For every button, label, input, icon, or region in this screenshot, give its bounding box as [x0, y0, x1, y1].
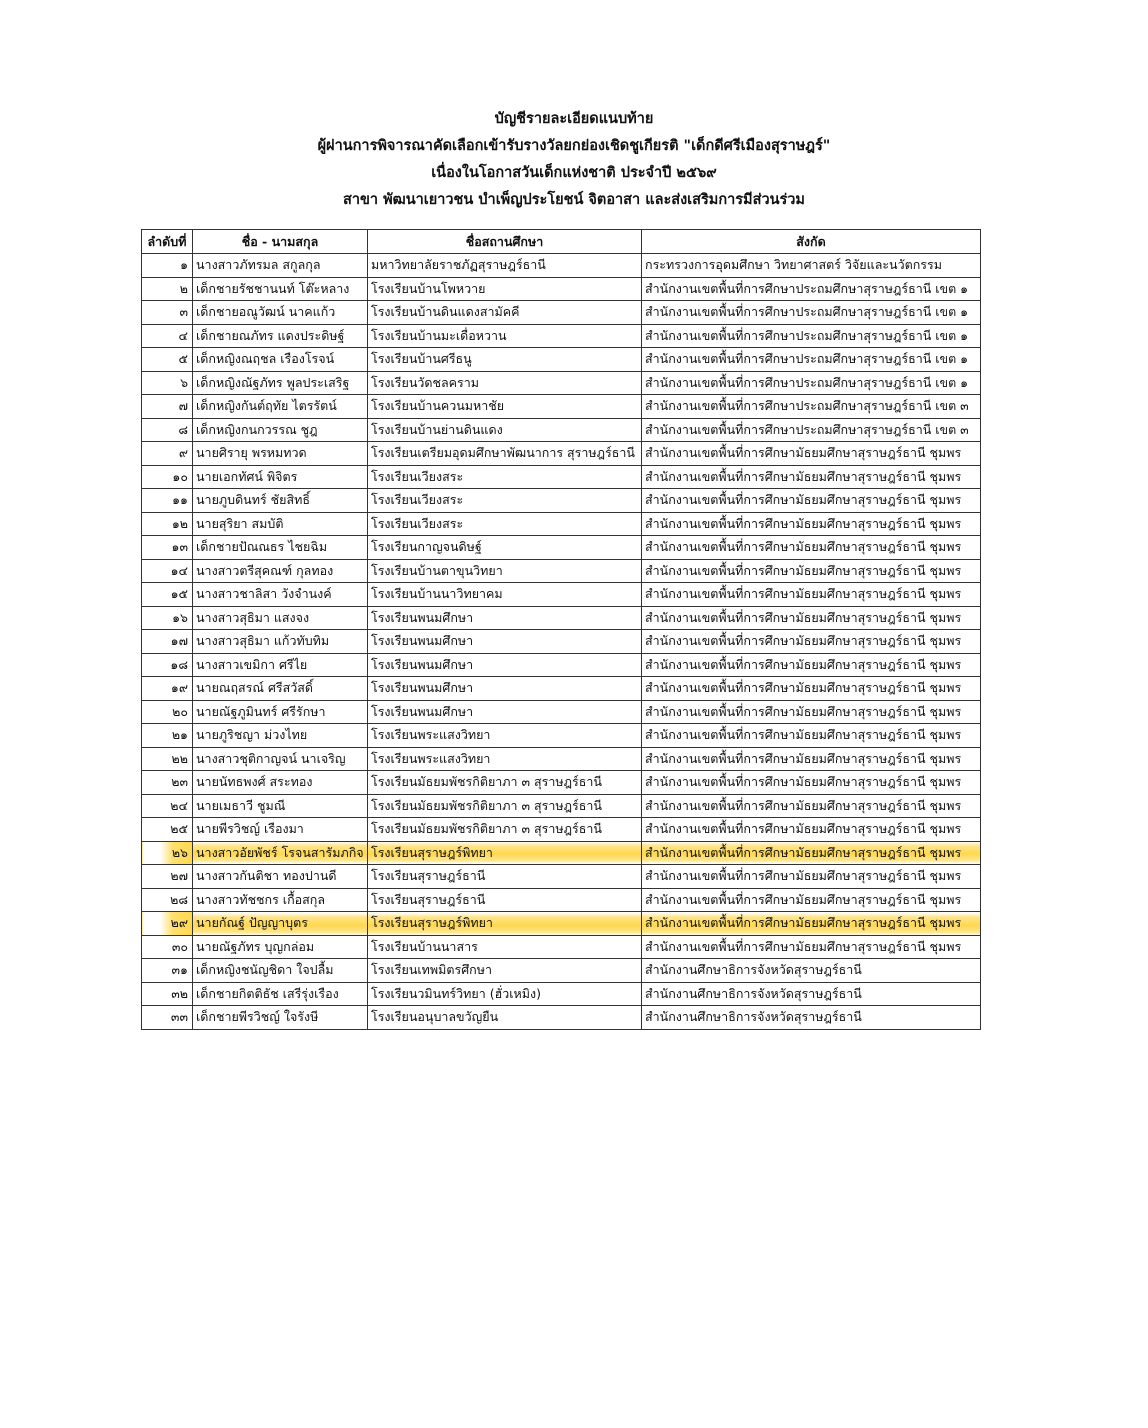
row-school-cell: โรงเรียนบ้านควนมหาชัย [368, 395, 642, 419]
row-school-cell: โรงเรียนเทพมิตรศึกษา [368, 959, 642, 983]
row-number-cell: ๓๐ [142, 935, 193, 959]
row-name-cell: นางสาวสุธิมา แก้วทับทิม [193, 630, 368, 654]
row-affiliation-cell: สำนักงานเขตพื้นที่การศึกษาประถมศึกษาสุราษฎร์ธานี เขต ๓ [642, 418, 981, 442]
row-school-cell: โรงเรียนสุราษฎร์พิทยา [368, 912, 642, 936]
table-row [142, 277, 981, 301]
row-name-cell: เด็กชายพีรวิชญ์ ใจรังษี [193, 1006, 368, 1030]
row-number-cell: ๑๑ [142, 489, 193, 513]
table-row [142, 771, 981, 795]
row-number-cell: ๒๔ [142, 794, 193, 818]
table-row [142, 935, 981, 959]
row-number-cell: ๑๗ [142, 630, 193, 654]
row-affiliation-cell: สำนักงานเขตพื้นที่การศึกษามัธยมศึกษาสุราษฎร์ธานี ชุมพร [642, 653, 981, 677]
table-row [142, 794, 981, 818]
table-row [142, 395, 981, 419]
table-row [142, 1006, 981, 1030]
table-row [142, 865, 981, 889]
row-name-cell: นายณฤสรณ์ ศรีสวัสดิ์ [193, 677, 368, 701]
row-name-cell: นายภูบดินทร์ ชัยสิทธิ์ [193, 489, 368, 513]
row-school-cell: โรงเรียนบ้านตาขุนวิทยา [368, 559, 642, 583]
row-number-cell: ๕ [142, 348, 193, 372]
row-number-cell: ๑ [142, 254, 193, 278]
row-number-cell: ๓ [142, 301, 193, 325]
table-row [142, 442, 981, 466]
row-affiliation-cell: สำนักงานเขตพื้นที่การศึกษามัธยมศึกษาสุราษฎร์ธานี ชุมพร [642, 747, 981, 771]
row-school-cell: โรงเรียนเวียงสระ [368, 465, 642, 489]
row-school-cell: โรงเรียนสุราษฎร์ธานี [368, 865, 642, 889]
row-name-cell: เด็กหญิงณัฐภัทร พูลประเสริฐ [193, 371, 368, 395]
row-affiliation-cell: สำนักงานเขตพื้นที่การศึกษาประถมศึกษาสุราษฎร์ธานี เขต ๑ [642, 348, 981, 372]
table-row [142, 371, 981, 395]
row-affiliation-cell: สำนักงานเขตพื้นที่การศึกษาประถมศึกษาสุราษฎร์ธานี เขต ๑ [642, 324, 981, 348]
row-number-cell: ๗ [142, 395, 193, 419]
row-affiliation-cell: สำนักงานเขตพื้นที่การศึกษามัธยมศึกษาสุราษฎร์ธานี ชุมพร [642, 536, 981, 560]
row-number-cell: ๖ [142, 371, 193, 395]
table-row [142, 512, 981, 536]
row-affiliation-cell: สำนักงานเขตพื้นที่การศึกษาประถมศึกษาสุราษฎร์ธานี เขต ๑ [642, 301, 981, 325]
document-title: บัญชีรายละเอียดแนบท้าย [494, 111, 654, 127]
row-name-cell: เด็กชายปัณณธร ไชยฉิม [193, 536, 368, 560]
row-number-cell: ๘ [142, 418, 193, 442]
row-affiliation-cell: สำนักงานเขตพื้นที่การศึกษามัธยมศึกษาสุราษฎร์ธานี ชุมพร [642, 888, 981, 912]
table-row [142, 465, 981, 489]
row-affiliation-cell: สำนักงานเขตพื้นที่การศึกษามัธยมศึกษาสุราษฎร์ธานี ชุมพร [642, 794, 981, 818]
document-subtitle: ผู้ผ่านการพิจารณาคัดเลือกเข้ารับรางวัลยกย่องเชิดชูเกียรติ "เด็กดีศรีเมืองสุราษฎร์" [317, 138, 831, 154]
table-row [142, 747, 981, 771]
row-school-cell: โรงเรียนบ้านนาวิทยาคม [368, 583, 642, 607]
row-affiliation-cell: สำนักงานเขตพื้นที่การศึกษามัธยมศึกษาสุราษฎร์ธานี ชุมพร [642, 841, 981, 865]
row-school-cell: โรงเรียนพระแสงวิทยา [368, 747, 642, 771]
row-school-cell: โรงเรียนสุราษฎร์ธานี [368, 888, 642, 912]
row-number-cell: ๒๙ [142, 912, 193, 936]
row-school-cell: โรงเรียนพนมศึกษา [368, 630, 642, 654]
table-row [142, 700, 981, 724]
row-name-cell: นางสาวชาลิสา วังจำนงค์ [193, 583, 368, 607]
table-row [142, 348, 981, 372]
table-row [142, 254, 981, 278]
row-affiliation-cell: สำนักงานเขตพื้นที่การศึกษาประถมศึกษาสุราษฎร์ธานี เขต ๓ [642, 395, 981, 419]
table-row [142, 489, 981, 513]
row-affiliation-cell: สำนักงานเขตพื้นที่การศึกษามัธยมศึกษาสุราษฎร์ธานี ชุมพร [642, 700, 981, 724]
row-name-cell: นางสาวชุติกาญจน์ นาเจริญ [193, 747, 368, 771]
row-number-cell: ๔ [142, 324, 193, 348]
row-school-cell: โรงเรียนพนมศึกษา [368, 700, 642, 724]
row-school-cell: โรงเรียนบ้านนาสาร [368, 935, 642, 959]
row-number-cell: ๓๒ [142, 982, 193, 1006]
row-school-cell: โรงเรียนวมินทร์วิทยา (ฮั่วเหมิง) [368, 982, 642, 1006]
column-header-number: ลำดับที่ [142, 230, 193, 254]
row-school-cell: โรงเรียนบ้านย่านดินแดง [368, 418, 642, 442]
document-occasion: เนื่องในโอกาสวันเด็กแห่งชาติ ประจำปี ๒๕๖๙ [431, 165, 717, 181]
row-affiliation-cell: สำนักงานศึกษาธิการจังหวัดสุราษฎร์ธานี [642, 959, 981, 983]
table-row [142, 583, 981, 607]
row-affiliation-cell: สำนักงานเขตพื้นที่การศึกษามัธยมศึกษาสุราษฎร์ธานี ชุมพร [642, 559, 981, 583]
row-number-cell: ๒๗ [142, 865, 193, 889]
row-name-cell: นางสาวกันติชา ทองปานดี [193, 865, 368, 889]
row-school-cell: โรงเรียนพนมศึกษา [368, 653, 642, 677]
table-row [142, 653, 981, 677]
row-name-cell: นายพีรวิชญ์ เรืองมา [193, 818, 368, 842]
row-school-cell: โรงเรียนมัธยมพัชรกิติยาภา ๓ สุราษฎร์ธานี [368, 771, 642, 795]
table-row [142, 418, 981, 442]
row-name-cell: เด็กหญิงกนกวรรณ ชูฎ [193, 418, 368, 442]
row-school-cell: โรงเรียนพนมศึกษา [368, 677, 642, 701]
table-row [142, 630, 981, 654]
row-school-cell: โรงเรียนพระแสงวิทยา [368, 724, 642, 748]
row-number-cell: ๑๐ [142, 465, 193, 489]
row-school-cell: โรงเรียนเวียงสระ [368, 512, 642, 536]
table-row [142, 536, 981, 560]
column-header-affiliation: สังกัด [642, 230, 981, 254]
row-number-cell: ๑๔ [142, 559, 193, 583]
row-number-cell: ๓๑ [142, 959, 193, 983]
table-row-highlighted [142, 841, 981, 865]
table-header-row [142, 230, 981, 254]
row-number-cell: ๓๓ [142, 1006, 193, 1030]
row-affiliation-cell: สำนักงานเขตพื้นที่การศึกษาประถมศึกษาสุราษฎร์ธานี เขต ๑ [642, 371, 981, 395]
row-name-cell: นายณัฐภูมินทร์ ศรีรักษา [193, 700, 368, 724]
row-school-cell: โรงเรียนบ้านศรีธนู [368, 348, 642, 372]
row-name-cell: เด็กหญิงชนัญชิดา ใจปลื้ม [193, 959, 368, 983]
row-number-cell: ๒๖ [142, 841, 193, 865]
row-name-cell: เด็กชายรัชชานนท์ โต๊ะหลาง [193, 277, 368, 301]
row-affiliation-cell: สำนักงานเขตพื้นที่การศึกษามัธยมศึกษาสุราษฎร์ธานี ชุมพร [642, 465, 981, 489]
table-row [142, 559, 981, 583]
row-affiliation-cell: สำนักงานเขตพื้นที่การศึกษามัธยมศึกษาสุราษฎร์ธานี ชุมพร [642, 583, 981, 607]
row-name-cell: นายศิรายุ พรหมทวด [193, 442, 368, 466]
awardee-table [141, 229, 981, 1030]
table-body [142, 254, 981, 1030]
row-name-cell: นางสาวภัทรมล สกูลกุล [193, 254, 368, 278]
row-school-cell: โรงเรียนกาญจนดิษฐ์ [368, 536, 642, 560]
table-row-highlighted [142, 912, 981, 936]
row-number-cell: ๑๖ [142, 606, 193, 630]
row-affiliation-cell: สำนักงานเขตพื้นที่การศึกษามัธยมศึกษาสุราษฎร์ธานี ชุมพร [642, 442, 981, 466]
row-school-cell: โรงเรียนบ้านดินแดงสามัคคี [368, 301, 642, 325]
table-row [142, 888, 981, 912]
row-affiliation-cell: สำนักงานเขตพื้นที่การศึกษามัธยมศึกษาสุราษฎร์ธานี ชุมพร [642, 935, 981, 959]
row-affiliation-cell: สำนักงานเขตพื้นที่การศึกษามัธยมศึกษาสุราษฎร์ธานี ชุมพร [642, 677, 981, 701]
row-school-cell: โรงเรียนสุราษฎร์พิทยา [368, 841, 642, 865]
row-name-cell: นายเอกทัศน์ พิจิตร [193, 465, 368, 489]
table-row [142, 677, 981, 701]
document-category: สาขา พัฒนาเยาวชน บำเพ็ญประโยชน์ จิตอาสา และส่งเสริมการมีส่วนร่วม [343, 192, 805, 208]
row-name-cell: เด็กชายกิตติธัช เสรีรุ่งเรือง [193, 982, 368, 1006]
row-name-cell: นางสาวตรีสุคณฑ์ กุลทอง [193, 559, 368, 583]
row-name-cell: เด็กหญิงณฤชล เรืองโรจน์ [193, 348, 368, 372]
row-school-cell: โรงเรียนอนุบาลขวัญยืน [368, 1006, 642, 1030]
row-school-cell: โรงเรียนเตรียมอุดมศึกษาพัฒนาการ สุราษฎร์ธานี [368, 442, 642, 466]
row-name-cell: เด็กหญิงกันต์ฤทัย ไตรรัตน์ [193, 395, 368, 419]
table-row [142, 324, 981, 348]
row-affiliation-cell: สำนักงานศึกษาธิการจังหวัดสุราษฎร์ธานี [642, 1006, 981, 1030]
row-affiliation-cell: สำนักงานศึกษาธิการจังหวัดสุราษฎร์ธานี [642, 982, 981, 1006]
column-header-name: ชื่อ - นามสกุล [193, 230, 368, 254]
row-school-cell: โรงเรียนมัธยมพัชรกิติยาภา ๓ สุราษฎร์ธานี [368, 818, 642, 842]
row-school-cell: โรงเรียนพนมศึกษา [368, 606, 642, 630]
row-affiliation-cell: สำนักงานเขตพื้นที่การศึกษาประถมศึกษาสุราษฎร์ธานี เขต ๑ [642, 277, 981, 301]
row-number-cell: ๑๒ [142, 512, 193, 536]
row-name-cell: นายกัณฐ์ ปัญญาบุตร [193, 912, 368, 936]
row-affiliation-cell: สำนักงานเขตพื้นที่การศึกษามัธยมศึกษาสุราษฎร์ธานี ชุมพร [642, 865, 981, 889]
row-name-cell: เด็กชายอณูวัฒน์ นาคแก้ว [193, 301, 368, 325]
row-number-cell: ๑๓ [142, 536, 193, 560]
row-number-cell: ๒๐ [142, 700, 193, 724]
row-name-cell: นางสาวทัชชกร เกื้อสกุล [193, 888, 368, 912]
row-name-cell: นางสาวสุธิมา แสงจง [193, 606, 368, 630]
row-name-cell: นายสุริยา สมบัติ [193, 512, 368, 536]
row-name-cell: นายนัทธพงศ์ สระทอง [193, 771, 368, 795]
row-affiliation-cell: สำนักงานเขตพื้นที่การศึกษามัธยมศึกษาสุราษฎร์ธานี ชุมพร [642, 771, 981, 795]
row-number-cell: ๒๑ [142, 724, 193, 748]
table-row [142, 606, 981, 630]
row-name-cell: นายณัฐภัทร บุญกล่อม [193, 935, 368, 959]
row-affiliation-cell: สำนักงานเขตพื้นที่การศึกษามัธยมศึกษาสุราษฎร์ธานี ชุมพร [642, 512, 981, 536]
row-number-cell: ๑๕ [142, 583, 193, 607]
row-name-cell: เด็กชายณภัทร แดงประดิษฐ์ [193, 324, 368, 348]
row-number-cell: ๒๓ [142, 771, 193, 795]
column-header-school: ชื่อสถานศึกษา [368, 230, 642, 254]
row-name-cell: นางสาวเขมิกา ศรีไย [193, 653, 368, 677]
row-affiliation-cell: สำนักงานเขตพื้นที่การศึกษามัธยมศึกษาสุราษฎร์ธานี ชุมพร [642, 912, 981, 936]
row-affiliation-cell: สำนักงานเขตพื้นที่การศึกษามัธยมศึกษาสุราษฎร์ธานี ชุมพร [642, 630, 981, 654]
row-name-cell: นายเมธาวี ชูมณี [193, 794, 368, 818]
table-row [142, 982, 981, 1006]
table-row [142, 818, 981, 842]
row-school-cell: มหาวิทยาลัยราชภัฏสุราษฎร์ธานี [368, 254, 642, 278]
row-affiliation-cell: สำนักงานเขตพื้นที่การศึกษามัธยมศึกษาสุราษฎร์ธานี ชุมพร [642, 724, 981, 748]
row-number-cell: ๒๕ [142, 818, 193, 842]
row-number-cell: ๑๙ [142, 677, 193, 701]
row-affiliation-cell: สำนักงานเขตพื้นที่การศึกษามัธยมศึกษาสุราษฎร์ธานี ชุมพร [642, 606, 981, 630]
row-school-cell: โรงเรียนบ้านมะเดื่อหวาน [368, 324, 642, 348]
row-number-cell: ๒๒ [142, 747, 193, 771]
row-number-cell: ๑๘ [142, 653, 193, 677]
row-school-cell: โรงเรียนบ้านโพหวาย [368, 277, 642, 301]
table-row [142, 724, 981, 748]
row-affiliation-cell: สำนักงานเขตพื้นที่การศึกษามัธยมศึกษาสุราษฎร์ธานี ชุมพร [642, 818, 981, 842]
row-school-cell: โรงเรียนมัธยมพัชรกิติยาภา ๓ สุราษฎร์ธานี [368, 794, 642, 818]
row-number-cell: ๙ [142, 442, 193, 466]
row-name-cell: นางสาวอัยพัชร์ โรจนสารัมภกิจ [193, 841, 368, 865]
row-school-cell: โรงเรียนวัดชลคราม [368, 371, 642, 395]
row-affiliation-cell: กระทรวงการอุดมศึกษา วิทยาศาสตร์ วิจัยและนวัตกรรม [642, 254, 981, 278]
row-school-cell: โรงเรียนเวียงสระ [368, 489, 642, 513]
table-row [142, 301, 981, 325]
row-affiliation-cell: สำนักงานเขตพื้นที่การศึกษามัธยมศึกษาสุราษฎร์ธานี ชุมพร [642, 489, 981, 513]
row-number-cell: ๒ [142, 277, 193, 301]
row-name-cell: นายภูริชญา ม่วงไทย [193, 724, 368, 748]
table-row [142, 959, 981, 983]
row-number-cell: ๒๘ [142, 888, 193, 912]
